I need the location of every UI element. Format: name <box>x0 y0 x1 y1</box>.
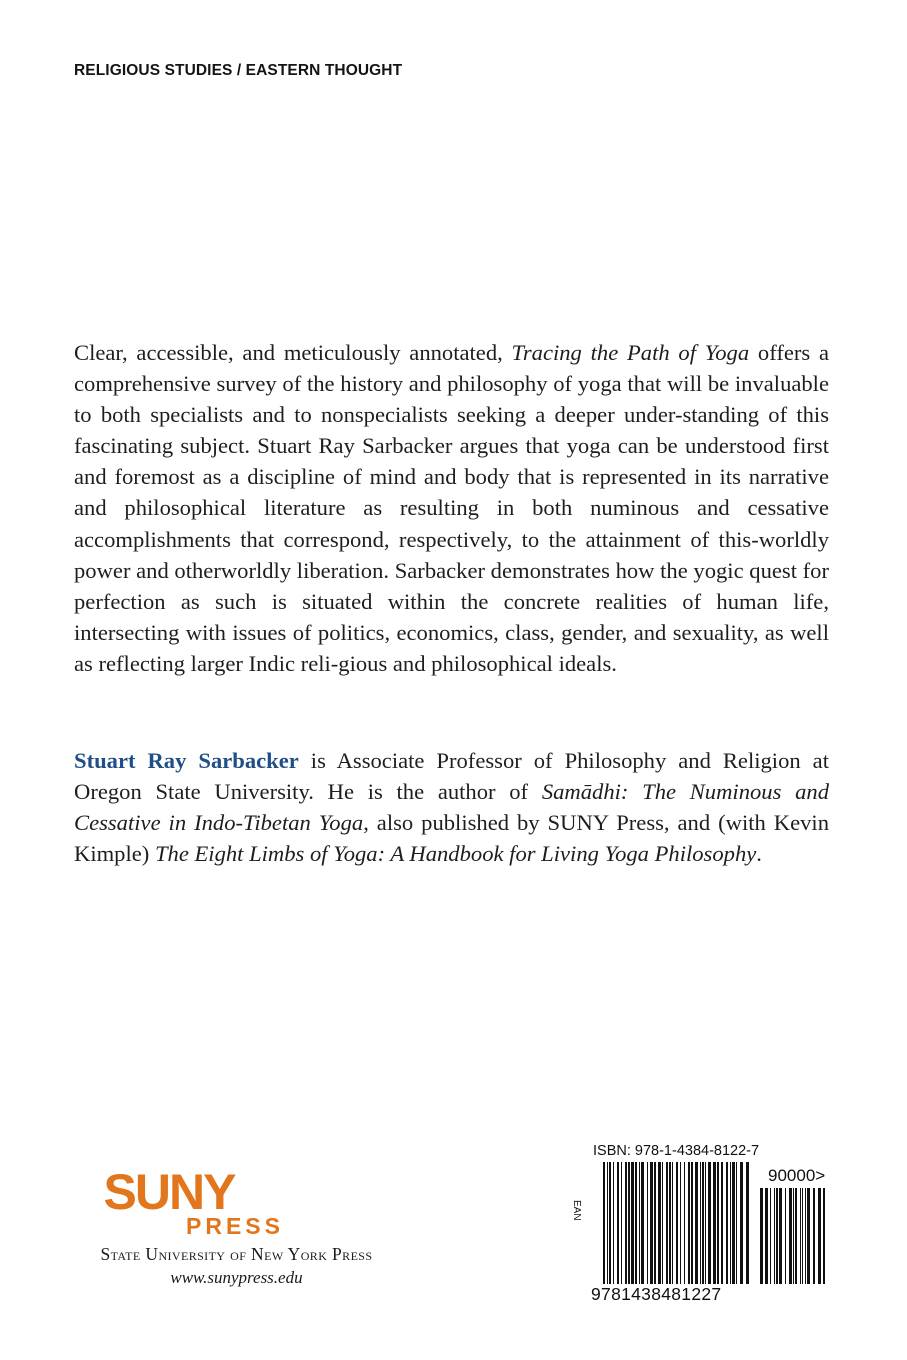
ean-label: EAN <box>571 1200 582 1221</box>
bio-book-2: The Eight Limbs of Yoga: A Handbook for Living Yoga Philosophy <box>154 841 757 867</box>
press-logo-text: PRESS <box>186 1213 284 1239</box>
bio-text-3: . <box>756 841 762 867</box>
barcode-digits: 9781438481227 <box>591 1284 722 1304</box>
price-code: 90000> <box>768 1166 826 1185</box>
bio-text-2: , also published by SUNY Press, and (with Kevin Kimple) <box>74 810 829 867</box>
blurb-body: offers a comprehensive survey of the history and philosophy of yoga that will be invaluable to both specialists and to nonspecialists seeking a deeper under-standing of this fascinating subject. Stuart Ray Sarbacker argues that yoga can be understood first and foremost as a discipline of mind and body that is represented in its narrative and philosophical literature as resulting in both numinous and cessative accomplishments that correspond, respectively, to the attainment of this-worldly power and otherworldly liberation. Sarbacker demonstrates how the yogic quest for perfection as such is situated within the concrete realities of human life, intersecting with issues of politics, economics, class, gender, and sexuality, as well as reflecting larger Indic reli-gious and philosophical ideals. <box>74 340 829 676</box>
suny-logo: SUNY <box>103 1164 235 1220</box>
category-label: RELIGIOUS STUDIES / EASTERN THOUGHT <box>74 62 403 79</box>
bio-book-1: Samādhi: The Numinous and Cessative in Indo-Tibetan Yoga <box>74 779 829 836</box>
price-barcode-icon <box>760 1188 826 1284</box>
isbn-text: ISBN: 978-1-4384-8122-7 <box>593 1143 760 1159</box>
author-name: Stuart Ray Sarbacker <box>74 748 299 773</box>
bio-text-1: is Associate Professor of Philosophy and Religion at Oregon State University. He is the author of <box>74 748 829 805</box>
book-description <box>74 337 829 679</box>
publisher-name: State University of New York Press <box>100 1244 373 1264</box>
blurb-intro: Clear, accessible, and meticulously annotated, <box>74 340 512 365</box>
barcode-icon <box>603 1162 753 1284</box>
publisher-website: www.sunypress.edu <box>170 1268 303 1287</box>
author-bio <box>74 745 829 869</box>
book-title: Tracing the Path of Yoga <box>511 340 750 365</box>
